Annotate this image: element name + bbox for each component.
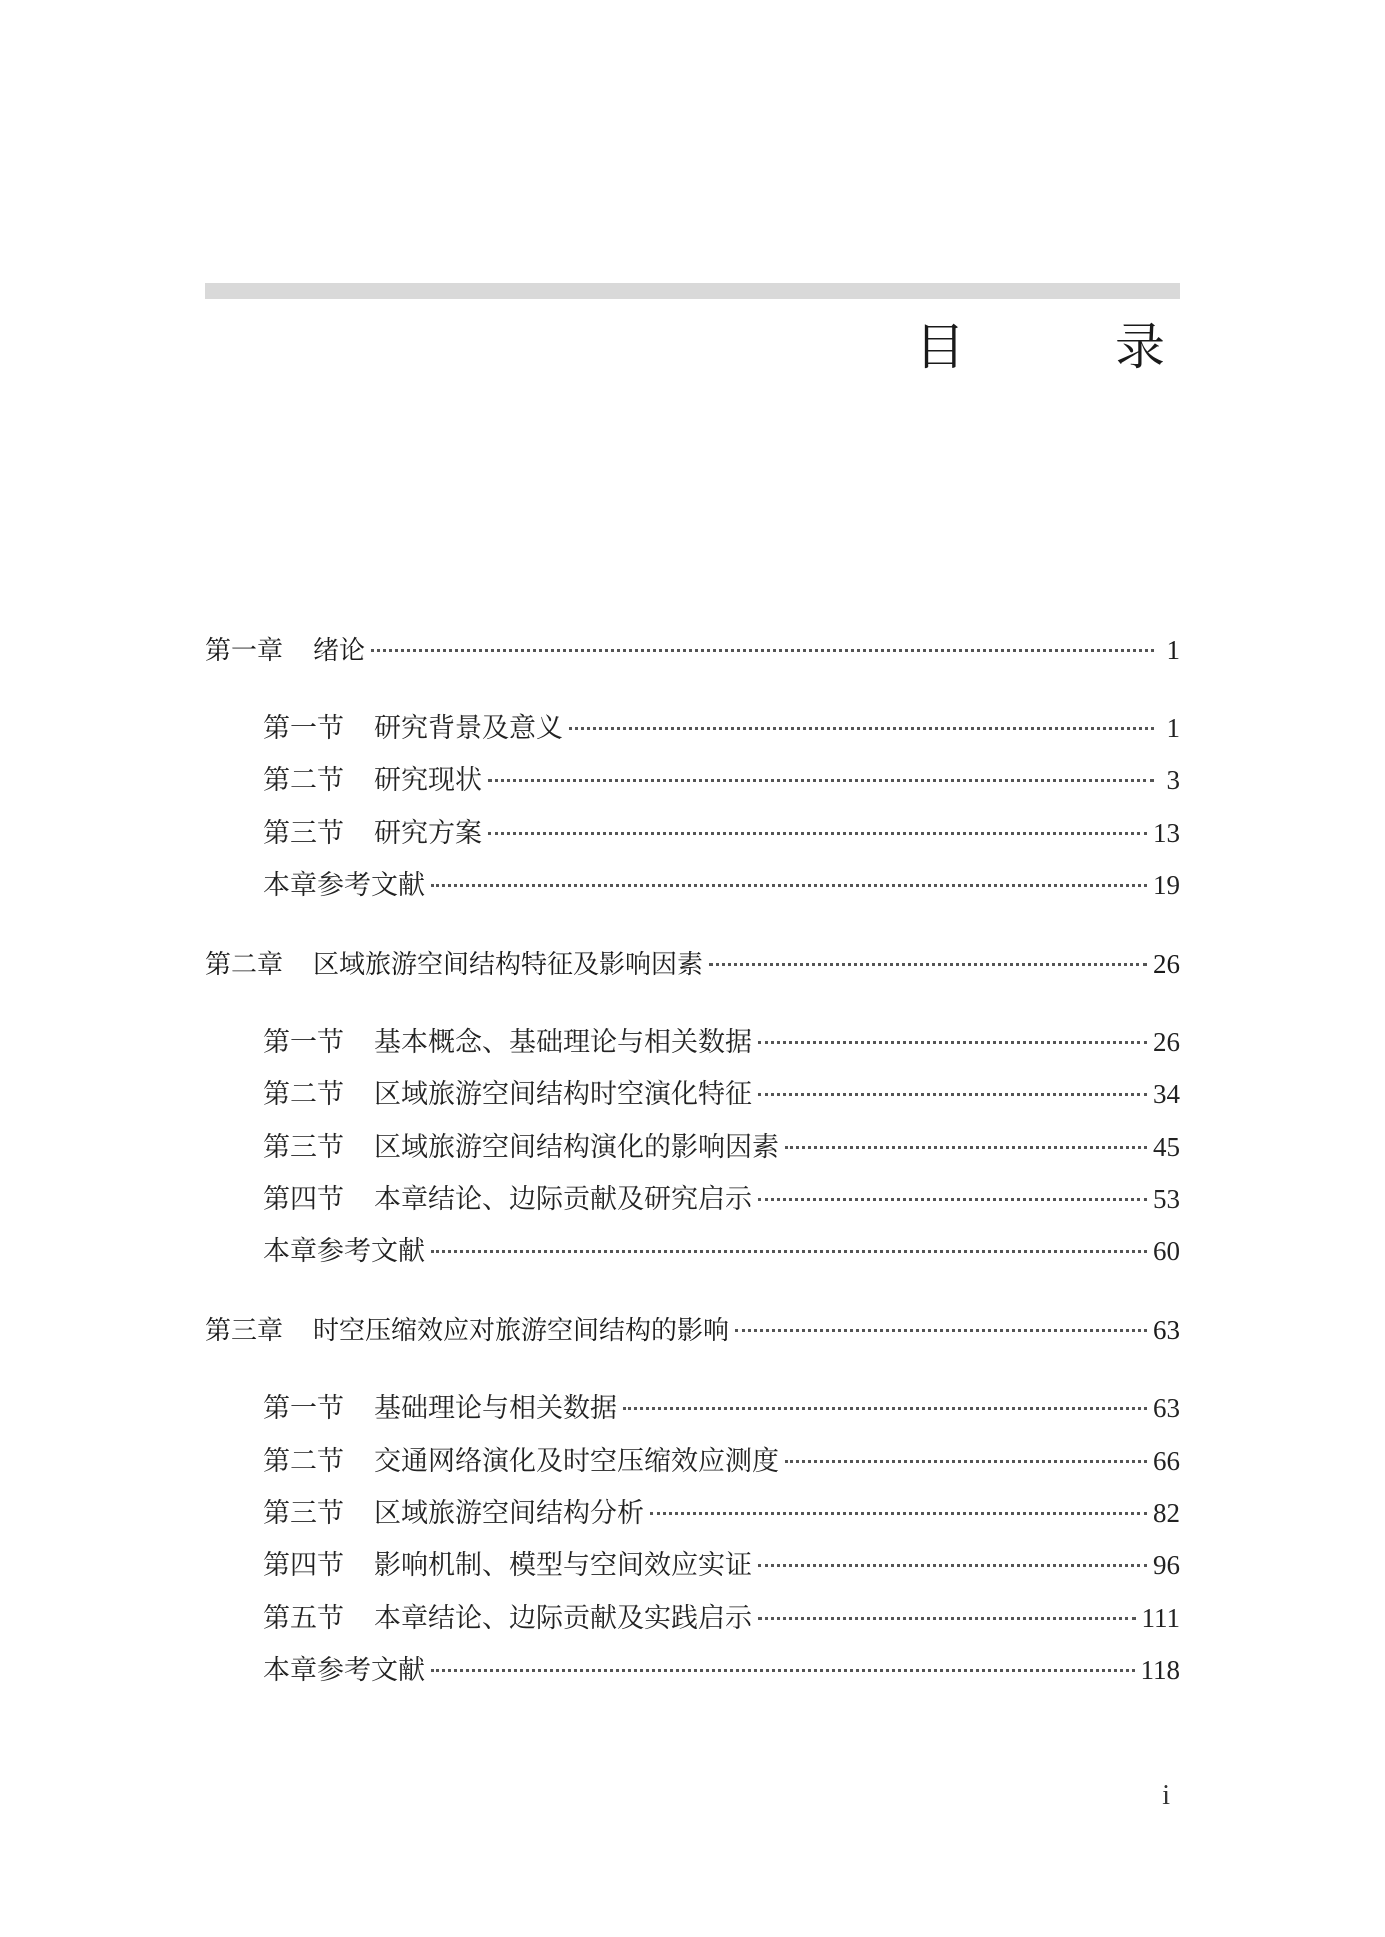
toc-page-number: 82 xyxy=(1153,1498,1180,1528)
toc-page-number: 1 xyxy=(1166,713,1180,743)
toc-entry-title: 本章结论、边际贡献及实践启示 xyxy=(374,1603,752,1634)
toc-page-number: 1 xyxy=(1166,635,1180,665)
toc-page-number: 13 xyxy=(1153,818,1180,848)
toc-page-number: 34 xyxy=(1153,1079,1180,1109)
dot-leader xyxy=(785,1146,1147,1149)
toc-entry-number: 第一节 xyxy=(263,1393,344,1424)
toc-entry-title: 本章参考文献 xyxy=(263,870,425,901)
toc-references-1[interactable] xyxy=(263,865,1180,905)
toc-page-number: 60 xyxy=(1153,1236,1180,1266)
toc-entry-number: 第二节 xyxy=(263,1446,344,1477)
toc-entry-title: 基本概念、基础理论与相关数据 xyxy=(374,1027,752,1058)
page-title: 目 录 xyxy=(915,318,1215,376)
toc-entry-number: 第一章 xyxy=(205,636,284,666)
dot-leader xyxy=(735,1329,1147,1332)
dot-leader xyxy=(431,1669,1135,1672)
toc-section-3-2[interactable] xyxy=(263,1441,1180,1481)
dot-leader xyxy=(623,1407,1147,1410)
toc-entry-title: 区域旅游空间结构演化的影响因素 xyxy=(374,1132,779,1163)
toc-entry-number: 第三节 xyxy=(263,1498,344,1529)
dot-leader xyxy=(569,727,1154,730)
toc-page-number: 45 xyxy=(1153,1132,1180,1162)
toc-entry-title: 研究方案 xyxy=(374,818,482,849)
toc-section-3-5[interactable] xyxy=(263,1598,1180,1638)
toc-references-3[interactable] xyxy=(263,1650,1180,1690)
dot-leader xyxy=(488,779,1154,782)
toc-entry-title: 研究背景及意义 xyxy=(374,713,563,744)
toc-entry-title: 区域旅游空间结构分析 xyxy=(374,1498,644,1529)
toc-section-2-2[interactable] xyxy=(263,1074,1180,1114)
toc-section-2-4[interactable] xyxy=(263,1179,1180,1219)
toc-references-2[interactable] xyxy=(263,1231,1180,1271)
toc-chapter-1[interactable] xyxy=(205,630,1180,670)
toc-section-3-1[interactable] xyxy=(263,1388,1180,1428)
toc-entry-title: 时空压缩效应对旅游空间结构的影响 xyxy=(313,1316,730,1346)
toc-page-number: 63 xyxy=(1153,1315,1180,1345)
toc-section-2-1[interactable] xyxy=(263,1022,1180,1062)
page-folio: i xyxy=(1162,1780,1170,1811)
toc-page-number: 3 xyxy=(1166,765,1180,795)
toc-entry-title: 本章参考文献 xyxy=(263,1236,425,1267)
toc-section-1-1[interactable] xyxy=(263,708,1180,748)
top-rule xyxy=(205,283,1180,299)
toc-section-1-2[interactable] xyxy=(263,760,1180,800)
dot-leader xyxy=(758,1617,1136,1620)
toc-section-3-4[interactable] xyxy=(263,1545,1180,1585)
toc-entry-number: 第二节 xyxy=(263,765,344,796)
toc-entry-title: 基础理论与相关数据 xyxy=(374,1393,617,1424)
toc-page-number: 19 xyxy=(1153,870,1180,900)
toc-entry-number: 第四节 xyxy=(263,1184,344,1215)
dot-leader xyxy=(758,1093,1147,1096)
toc-entry-title: 区域旅游空间结构时空演化特征 xyxy=(374,1079,752,1110)
toc-entry-number: 第一节 xyxy=(263,1027,344,1058)
dot-leader xyxy=(371,649,1154,652)
toc-section-2-3[interactable] xyxy=(263,1127,1180,1167)
dot-leader xyxy=(431,1250,1147,1253)
toc-entry-number: 第三节 xyxy=(263,818,344,849)
toc-page-number: 96 xyxy=(1153,1550,1180,1580)
dot-leader xyxy=(488,832,1147,835)
toc-entry-number: 第三节 xyxy=(263,1132,344,1163)
dot-leader xyxy=(785,1460,1147,1463)
toc-page-number: 111 xyxy=(1141,1603,1180,1633)
toc-chapter-2[interactable] xyxy=(205,944,1180,984)
toc-entry-number: 第三章 xyxy=(205,1316,284,1346)
toc-entry-title: 本章结论、边际贡献及研究启示 xyxy=(374,1184,752,1215)
dot-leader xyxy=(650,1512,1147,1515)
toc-section-3-3[interactable] xyxy=(263,1493,1180,1533)
dot-leader xyxy=(758,1041,1147,1044)
toc-page-number: 66 xyxy=(1153,1446,1180,1476)
toc-entry-title: 区域旅游空间结构特征及影响因素 xyxy=(313,950,704,980)
dot-leader xyxy=(431,884,1147,887)
toc-page-number: 53 xyxy=(1153,1184,1180,1214)
toc-entry-number: 第一节 xyxy=(263,713,344,744)
toc-page-number: 26 xyxy=(1153,1027,1180,1057)
toc-entry-number: 第二节 xyxy=(263,1079,344,1110)
dot-leader xyxy=(709,963,1147,966)
toc-entry-title: 绪论 xyxy=(313,636,366,666)
dot-leader xyxy=(758,1198,1147,1201)
toc-entry-title: 影响机制、模型与空间效应实证 xyxy=(374,1550,752,1581)
toc-chapter-3[interactable] xyxy=(205,1310,1180,1350)
toc-page-number: 26 xyxy=(1153,949,1180,979)
toc-page-number: 118 xyxy=(1140,1655,1180,1685)
toc-entry-number: 第四节 xyxy=(263,1550,344,1581)
toc-entry-title: 研究现状 xyxy=(374,765,482,796)
toc-page-number: 63 xyxy=(1153,1393,1180,1423)
toc-entry-number: 第五节 xyxy=(263,1603,344,1634)
toc-entry-title: 交通网络演化及时空压缩效应测度 xyxy=(374,1446,779,1477)
dot-leader xyxy=(758,1564,1147,1567)
toc-entry-title: 本章参考文献 xyxy=(263,1655,425,1686)
toc-entry-number: 第二章 xyxy=(205,950,284,980)
toc-section-1-3[interactable] xyxy=(263,813,1180,853)
